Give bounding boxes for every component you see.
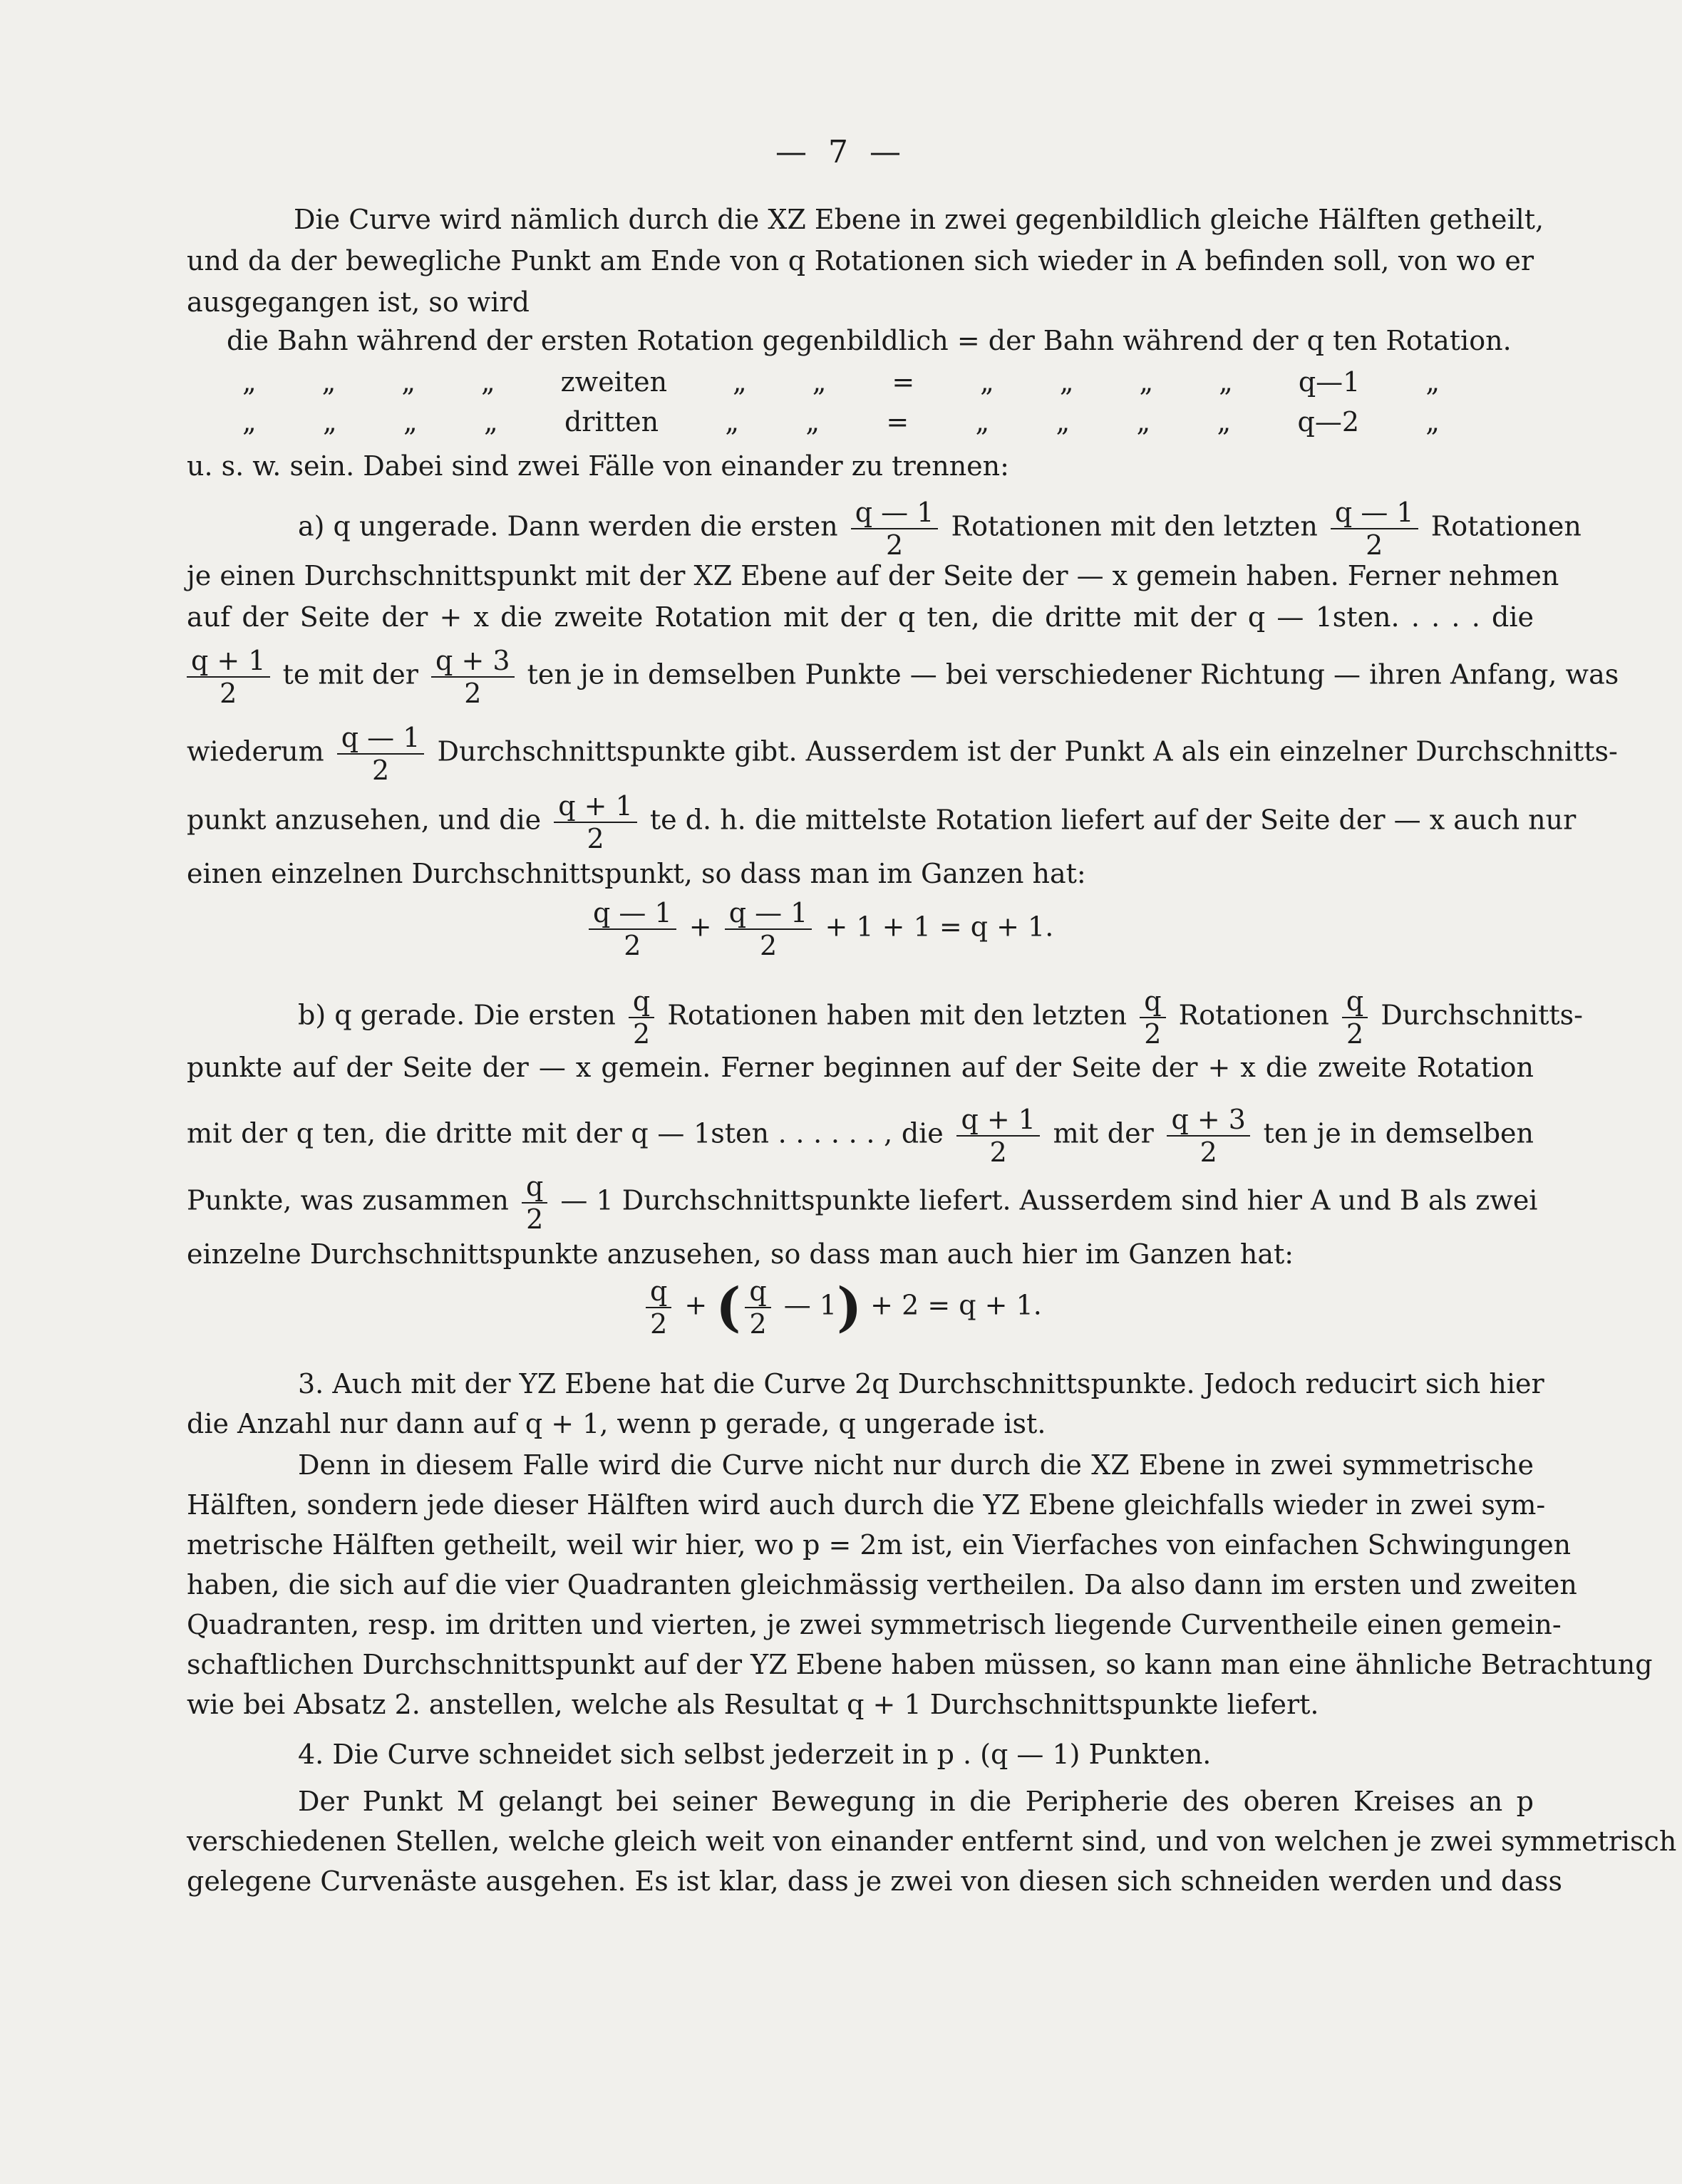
fraction-denominator: 2 bbox=[989, 1137, 1007, 1168]
fraction-numerator: q bbox=[629, 988, 654, 1018]
fraction-numerator: q + 3 bbox=[431, 647, 515, 678]
fraction-denominator: 2 bbox=[1366, 529, 1383, 561]
fraction-denominator: 2 bbox=[759, 930, 778, 961]
text-line: die Anzahl nur dann auf q + 1, wenn p gerade, q ungerade ist. bbox=[187, 1408, 1046, 1439]
text-line: punkte auf der Seite der — x gemein. Ferner beginnen auf der Seite der + x die zweite Rotation bbox=[187, 1052, 1534, 1083]
text-segment: Rotationen mit den letzten bbox=[951, 510, 1318, 542]
fraction-denominator: 2 bbox=[1199, 1137, 1217, 1168]
text-line: Quadranten, resp. im dritten und vierten, je zwei symmetrisch liegende Curventheile einen gemein- bbox=[187, 1609, 1562, 1640]
fraction-numerator: q bbox=[646, 1278, 671, 1308]
fraction-denominator: 2 bbox=[650, 1308, 668, 1340]
fraction-denominator: 2 bbox=[464, 678, 482, 709]
text-line: wie bei Absatz 2. anstellen, welche als Resultat q + 1 Durchschnittspunkte liefert. bbox=[187, 1689, 1319, 1720]
text-segment: mit der bbox=[1053, 1117, 1154, 1149]
fraction-denominator: 2 bbox=[371, 755, 390, 786]
fraction-numerator: q — 1 bbox=[589, 899, 676, 930]
text-segment: — 1 Durchschnittspunkte liefert. Ausserdem sind hier A und B als zwei bbox=[560, 1184, 1538, 1216]
fraction bbox=[745, 1275, 770, 1340]
case-a-line bbox=[187, 790, 1577, 854]
text-line: Hälften, sondern jede dieser Hälften wird auch durch die YZ Ebene gleichfalls wieder in zwei sym- bbox=[187, 1489, 1546, 1521]
fraction bbox=[629, 985, 654, 1050]
fraction bbox=[1342, 985, 1368, 1050]
fraction-denominator: 2 bbox=[632, 1018, 651, 1050]
fraction-numerator: q bbox=[745, 1278, 770, 1308]
fraction bbox=[956, 1106, 1040, 1166]
text-line: gelegene Curvenäste ausgehen. Es ist klar, dass je zwei von diesen sich schneiden werden und dass bbox=[187, 1865, 1562, 1897]
formula-inner: — 1 bbox=[783, 1289, 837, 1321]
fraction-denominator: 2 bbox=[885, 529, 904, 561]
text-line: und da der bewegliche Punkt am Ende von q Rotationen sich wieder in A befinden soll, von wo er bbox=[187, 245, 1534, 276]
right-paren: ) bbox=[837, 1277, 862, 1338]
case-a-line bbox=[298, 497, 1582, 561]
text-segment: ten je in demselben bbox=[1263, 1117, 1534, 1149]
case-b-line bbox=[187, 1171, 1538, 1235]
text-segment: mit der q ten, die dritte mit der q — 1sten . . . . . . , die bbox=[187, 1117, 944, 1149]
fraction bbox=[554, 792, 637, 852]
text-segment: Durchschnittspunkte gibt. Ausserdem ist der Punkt A als ein einzelner Durchschnitts- bbox=[437, 735, 1618, 767]
fraction-numerator: q — 1 bbox=[1331, 499, 1418, 529]
fraction bbox=[337, 724, 425, 784]
fraction bbox=[1167, 1106, 1250, 1166]
fraction-numerator: q — 1 bbox=[851, 499, 939, 529]
fraction-denominator: 2 bbox=[624, 930, 641, 961]
fraction-numerator: q + 3 bbox=[1167, 1106, 1250, 1137]
fraction-denominator: 2 bbox=[587, 823, 604, 854]
fraction-numerator: q + 1 bbox=[956, 1106, 1040, 1137]
fraction bbox=[646, 1275, 671, 1340]
page-number: — 7 — bbox=[775, 134, 907, 170]
fraction bbox=[1140, 985, 1165, 1050]
case-b-line bbox=[298, 985, 1583, 1050]
case-a-line bbox=[187, 645, 1619, 709]
formula-b bbox=[641, 1277, 1042, 1338]
fraction-denominator: 2 bbox=[1346, 1018, 1364, 1050]
fraction-denominator: 2 bbox=[220, 678, 237, 709]
text-segment: ten je in demselben Punkte — bei verschiedener Richtung — ihren Anfang, was bbox=[527, 658, 1619, 690]
text-segment: Durchschnitts- bbox=[1381, 999, 1583, 1031]
fraction-denominator: 2 bbox=[1144, 1018, 1162, 1050]
fraction bbox=[851, 499, 939, 559]
text-line: 3. Auch mit der YZ Ebene hat die Curve 2q Durchschnittspunkte. Jedoch reducirt sich hier bbox=[298, 1368, 1544, 1399]
fraction-denominator: 2 bbox=[526, 1204, 544, 1235]
table-row: „ „ „ „ dritten „ „ = „ „ „ „ q—2 „ bbox=[242, 406, 1440, 438]
text-segment: Rotationen haben mit den letzten bbox=[667, 999, 1128, 1031]
text-segment: a) q ungerade. Dann werden die ersten bbox=[298, 510, 838, 542]
text-line: 4. Die Curve schneidet sich selbst jederzeit in p . (q — 1) Punkten. bbox=[298, 1739, 1212, 1770]
text-line: metrische Hälften getheilt, weil wir hier, wo p = 2m ist, ein Vierfaches von einfachen Schwingungen bbox=[187, 1529, 1572, 1561]
fraction bbox=[187, 647, 270, 707]
fraction bbox=[589, 899, 676, 959]
text-line: Der Punkt M gelangt bei seiner Bewegung in die Peripherie des oberen Kreises an p bbox=[298, 1786, 1534, 1817]
text-line: haben, die sich auf die vier Quadranten gleichmässig vertheilen. Da also dann im ersten und zweiten bbox=[187, 1569, 1577, 1600]
plus-sign: + bbox=[688, 911, 712, 943]
formula-a bbox=[584, 899, 1053, 959]
text-line: einzelne Durchschnittspunkte anzusehen, so dass man auch hier im Ganzen hat: bbox=[187, 1238, 1294, 1270]
text-segment: b) q gerade. Die ersten bbox=[298, 999, 616, 1031]
text-segment: Rotationen bbox=[1430, 510, 1582, 542]
fraction-denominator: 2 bbox=[749, 1308, 767, 1340]
table-row: die Bahn während der ersten Rotation gegenbildlich = der Bahn während der q ten Rotation. bbox=[227, 325, 1512, 356]
text-line: u. s. w. sein. Dabei sind zwei Fälle von einander zu trennen: bbox=[187, 450, 1009, 482]
text-segment: punkt anzusehen, und die bbox=[187, 804, 542, 836]
fraction-numerator: q — 1 bbox=[337, 724, 425, 755]
fraction-numerator: q bbox=[1342, 988, 1368, 1018]
fraction bbox=[431, 647, 515, 707]
text-segment: te d. h. die mittelste Rotation liefert auf der Seite der — x auch nur bbox=[649, 804, 1577, 836]
text-segment: Rotationen bbox=[1178, 999, 1329, 1031]
fraction bbox=[1331, 499, 1418, 559]
text-line: Die Curve wird nämlich durch die XZ Ebene in zwei gegenbildlich gleiche Hälften getheilt, bbox=[294, 204, 1544, 235]
formula-tail: + 1 + 1 = q + 1. bbox=[825, 911, 1054, 943]
fraction bbox=[522, 1173, 547, 1233]
case-b-line bbox=[187, 1106, 1534, 1166]
fraction-numerator: q bbox=[522, 1173, 547, 1204]
case-a-line bbox=[187, 722, 1618, 786]
text-line: Denn in diesem Falle wird die Curve nicht nur durch die XZ Ebene in zwei symmetrische bbox=[298, 1449, 1534, 1481]
text-line: verschiedenen Stellen, welche gleich weit von einander entfernt sind, und von welchen je zwei symmetrisch bbox=[187, 1826, 1677, 1857]
text-line: auf der Seite der + x die zweite Rotation mit der q ten, die dritte mit der q — 1sten. . . . . die bbox=[187, 601, 1534, 633]
text-line: schaftlichen Durchschnittspunkt auf der YZ Ebene haben müssen, so kann man eine ähnliche Betrachtung bbox=[187, 1649, 1653, 1680]
fraction bbox=[725, 899, 812, 959]
text-segment: wiederum bbox=[187, 735, 324, 767]
text-segment: Punkte, was zusammen bbox=[187, 1184, 509, 1216]
formula-tail: + 2 = q + 1. bbox=[870, 1289, 1042, 1321]
fraction-numerator: q — 1 bbox=[725, 899, 812, 930]
text-line: je einen Durchschnittspunkt mit der XZ Ebene auf der Seite der — x gemein haben. Ferner nehmen bbox=[187, 560, 1559, 591]
left-paren: ( bbox=[716, 1277, 741, 1338]
fraction-numerator: q bbox=[1140, 988, 1165, 1018]
text-line: ausgegangen ist, so wird bbox=[187, 286, 530, 318]
table-row: „ „ „ „ zweiten „ „ = „ „ „ „ q—1 „ bbox=[242, 366, 1440, 398]
text-line: einen einzelnen Durchschnittspunkt, so dass man im Ganzen hat: bbox=[187, 858, 1086, 889]
plus-sign: + bbox=[684, 1289, 708, 1321]
fraction-numerator: q + 1 bbox=[187, 647, 270, 678]
text-segment: te mit der bbox=[282, 658, 418, 690]
fraction-numerator: q + 1 bbox=[554, 792, 637, 823]
